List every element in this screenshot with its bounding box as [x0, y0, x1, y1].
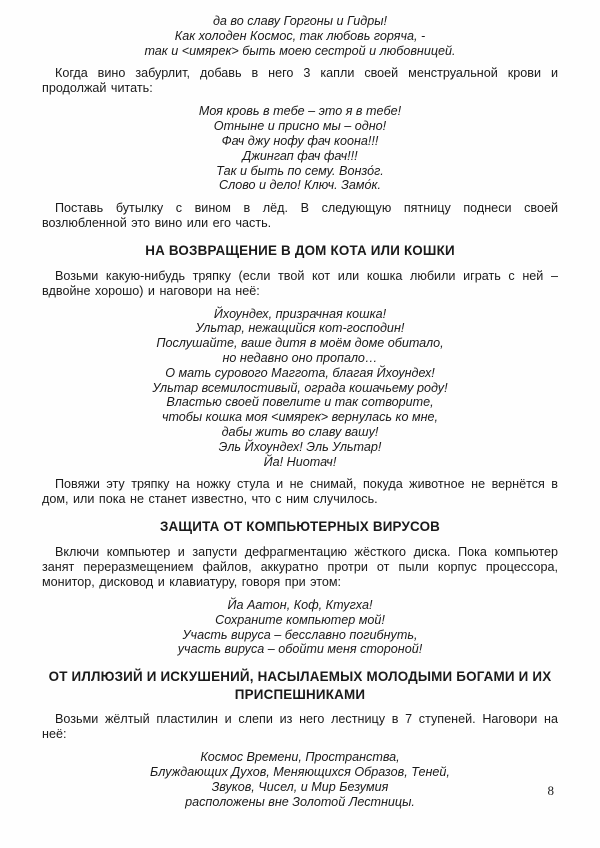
verse-line: Йа Аатон, Коф, Ктугха!: [227, 597, 373, 612]
section-heading-cat: НА ВОЗВРАЩЕНИЕ В ДОМ КОТА ИЛИ КОШКИ: [145, 243, 455, 259]
paragraph-cat-closing: Повяжи эту тряпку на ножку стула и не снимай, покуда животное не вернётся в дом, или пока не станет известно, что с ним случилось.: [42, 477, 558, 507]
verse-line: так и <имярек> быть моею сестрой и любовницей.: [144, 43, 456, 58]
verse-line: Звуков, Чисел, и Мир Безумия: [211, 779, 389, 794]
verse-line: Как холоден Космос, так любовь горяча, -: [174, 28, 426, 43]
verse-line: Слово и дело! Ключ. Замо́к.: [219, 178, 381, 193]
verse-line: дабы жить во славу вашу!: [221, 425, 379, 440]
verse-line: чтобы кошка моя <имярек> вернулась ко мне,: [161, 410, 439, 425]
paragraph-illusions-intro: Возьми жёлтый пластилин и слепи из него лестницу в 7 ступеней. Наговори на неё:: [42, 712, 558, 742]
verse-line: Властью своей повелите и так сотворите,: [166, 395, 434, 410]
verse-line: Фач джу нофу фач коона!!!: [221, 133, 379, 148]
section-heading-virus: ЗАЩИТА ОТ КОМПЬЮТЕРНЫХ ВИРУСОВ: [159, 519, 441, 535]
verse-line: расположены вне Золотой Лестницы.: [185, 794, 415, 809]
verse-line: Йхоундех, призрачная кошка!: [213, 306, 387, 321]
paragraph-wine-closing: Поставь бутылку с вином в лёд. В следующую пятницу поднеси своей возлюбленной это вино или его часть.: [42, 201, 558, 231]
verse-line: Отныне и присно мы – одно!: [213, 119, 387, 134]
verse-line: Джингап фач фач!!!: [242, 148, 358, 163]
verse-line: Блуждающих Духов, Меняющихся Образов, Теней,: [150, 764, 450, 779]
paragraph-cat-intro: Возьми какую-нибудь тряпку (если твой кот или кошка любили играть с ней – вдвойне хорошо) и наговори на неё:: [42, 268, 558, 298]
verse-line: Участь вируса – бесславно погибнуть,: [182, 627, 418, 642]
verse-wine-intro: [42, 14, 558, 58]
verse-line: Сохраните компьютер мой!: [215, 612, 385, 627]
verse-line: да во славу Горгоны и Гидры!: [212, 14, 388, 28]
verse-line: но недавно оно пропало…: [222, 351, 378, 366]
verse-line: Моя кровь в тебе – это я в тебе!: [198, 104, 402, 119]
verse-line: Ультар всемилостивый, ограда кошачьему роду!: [152, 380, 448, 395]
verse-line: Эль Йхоундех! Эль Ультар!: [218, 439, 382, 454]
verse-virus-spell: [42, 598, 558, 657]
paragraph-virus-intro: Включи компьютер и запусти дефрагментацию жёсткого диска. Пока компьютер занят переразмещением файлов, аккуратно протри от пыли корпус процессора, монитор, дисковод и клавиатуру, говоря при этом:: [42, 544, 558, 589]
verse-wine-spell: [42, 104, 558, 193]
verse-line: Йа! Ниотач!: [263, 454, 337, 469]
paragraph-wine-instruction: Когда вино забурлит, добавь в него 3 капли своей менструальной крови и продолжай читать:: [42, 66, 558, 96]
verse-line: О мать сурового Маггота, благая Йхоундех!: [165, 365, 435, 380]
verse-cat-spell: [42, 307, 558, 470]
page-number: 8: [547, 783, 554, 798]
verse-line: Так и быть по сему. Вонзо́г.: [216, 163, 384, 178]
verse-line: Послушайте, ваше дитя в моём доме обитало,: [156, 336, 444, 351]
verse-line: Ультар, нежащийся кот-господин!: [195, 321, 405, 336]
verse-illusions-spell: [42, 750, 558, 809]
section-heading-illusions: ОТ ИЛЛЮЗИЙ И ИСКУШЕНИЙ, НАСЫЛАЕМЫХ МОЛОДЫМИ БОГАМИ И ИХ ПРИСПЕШНИКАМИ: [48, 669, 552, 702]
verse-line: участь вируса – обойти меня стороной!: [177, 642, 423, 657]
verse-line: Космос Времени, Пространства,: [200, 750, 400, 765]
